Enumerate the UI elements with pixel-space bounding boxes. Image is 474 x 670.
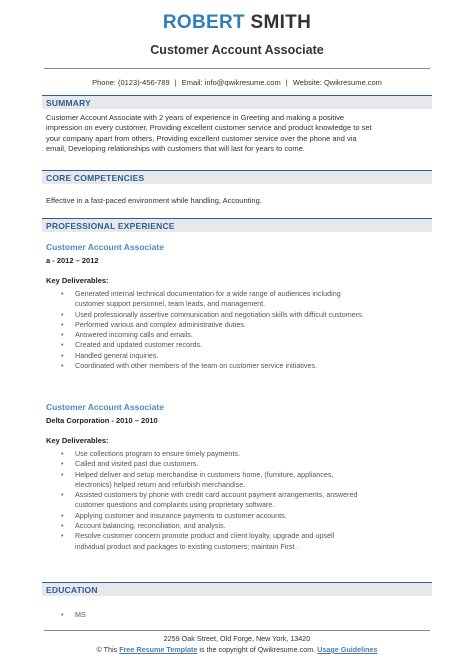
summary-line: email, Developing relationships with customers that will last for years to come. xyxy=(46,144,305,154)
separator: | xyxy=(285,78,288,87)
email: Email: info@qwikresume.com xyxy=(181,78,281,87)
list-item: • Performed various and complex administrative duties. xyxy=(46,320,431,330)
list-item: electronics) helped return and refurbish merchandise. xyxy=(75,479,246,489)
list-item: • Called and visited past due customers. xyxy=(46,459,431,469)
list-item: • Answered incoming calls and emails. xyxy=(46,330,431,340)
contact-line xyxy=(0,78,474,87)
company-2: Delta Corporation - 2010 – 2010 xyxy=(46,416,158,425)
list-item: • Helped deliver and setup merchandise in customers home, (furniture, appliances, xyxy=(46,470,431,480)
usage-guidelines-link[interactable]: Usage Guidelines xyxy=(317,645,378,654)
deliverables-label-2: Key Deliverables: xyxy=(46,436,109,445)
list-item: • Created and updated customer records. xyxy=(46,340,431,350)
list-item: • Use collections program to ensure timely payments. xyxy=(46,449,431,459)
footer-address: 2259 Oak Street, Old Forge, New York, 13420 xyxy=(163,634,311,643)
list-item: • Account balancing, reconciliation, and analysis. xyxy=(46,521,431,531)
deliverables-list-1 xyxy=(46,289,431,371)
education-list xyxy=(46,610,431,620)
copyright-middle: is the copyright of Qwikresume.com. xyxy=(197,645,318,654)
divider xyxy=(44,630,430,631)
list-item: • MS xyxy=(46,610,431,620)
job-title-1: Customer Account Associate xyxy=(46,242,164,252)
list-item: • Generated internal technical documentation for a wide range of audiences including xyxy=(46,289,431,299)
free-template-link[interactable]: Free Resume Template xyxy=(119,645,198,654)
list-item: customer support personnel, team leads, and management. xyxy=(75,299,266,309)
summary-heading: SUMMARY xyxy=(42,95,432,109)
list-item: • Resolve customer concern promote product and client loyalty, upgrade and upsell xyxy=(46,531,431,541)
company-1: a - 2012 – 2012 xyxy=(46,256,99,265)
list-item: • Coordinated with other members of the team on customer service initiatives. xyxy=(46,361,431,371)
job-title-2: Customer Account Associate xyxy=(46,402,164,412)
website: Website: Qwikresume.com xyxy=(292,78,382,87)
copyright-prefix: © This xyxy=(96,645,120,654)
education-heading: EDUCATION xyxy=(42,582,432,596)
candidate-name xyxy=(0,12,474,34)
deliverables-list-2 xyxy=(46,449,431,552)
separator: | xyxy=(174,78,177,87)
experience-heading: PROFESSIONAL EXPERIENCE xyxy=(42,218,432,232)
list-item: • Assisted customers by phone with credit card account payment arrangements, answered xyxy=(46,490,431,500)
list-item: • Applying customer and insurance payments to customer accounts. xyxy=(46,511,431,521)
job-title: Customer Account Associate xyxy=(150,43,324,57)
first-name: ROBERT xyxy=(162,12,245,33)
competencies-heading: CORE COMPETENCIES xyxy=(42,170,432,184)
list-item: customer questions and complaints using proprietary software. xyxy=(75,500,275,510)
footer-copyright xyxy=(0,645,474,654)
list-item: • Handled general inquiries. xyxy=(46,351,431,361)
summary-text xyxy=(46,113,431,155)
last-name: SMITH xyxy=(250,12,312,33)
divider xyxy=(44,68,430,69)
phone: Phone: (0123)-456-789 xyxy=(92,78,170,87)
summary-line: impression on every customer, Providing excellent customer service and product knowledge to set xyxy=(46,123,372,133)
list-item: individual product and packages to existing customers; maintain First . xyxy=(75,541,299,551)
list-item: • Used professionally assertive communication and negotiation skills with difficult customers. xyxy=(46,310,431,320)
summary-line: your company apart from others, Providing excellent customer service over the phone and via xyxy=(46,133,357,143)
deliverables-label-1: Key Deliverables: xyxy=(46,276,109,285)
competencies-text: Effective in a fast-paced environment while handling, Accounting. xyxy=(46,196,262,205)
summary-line: Customer Account Associate with 2 years of experience in Greeting and making a positive xyxy=(46,113,345,122)
